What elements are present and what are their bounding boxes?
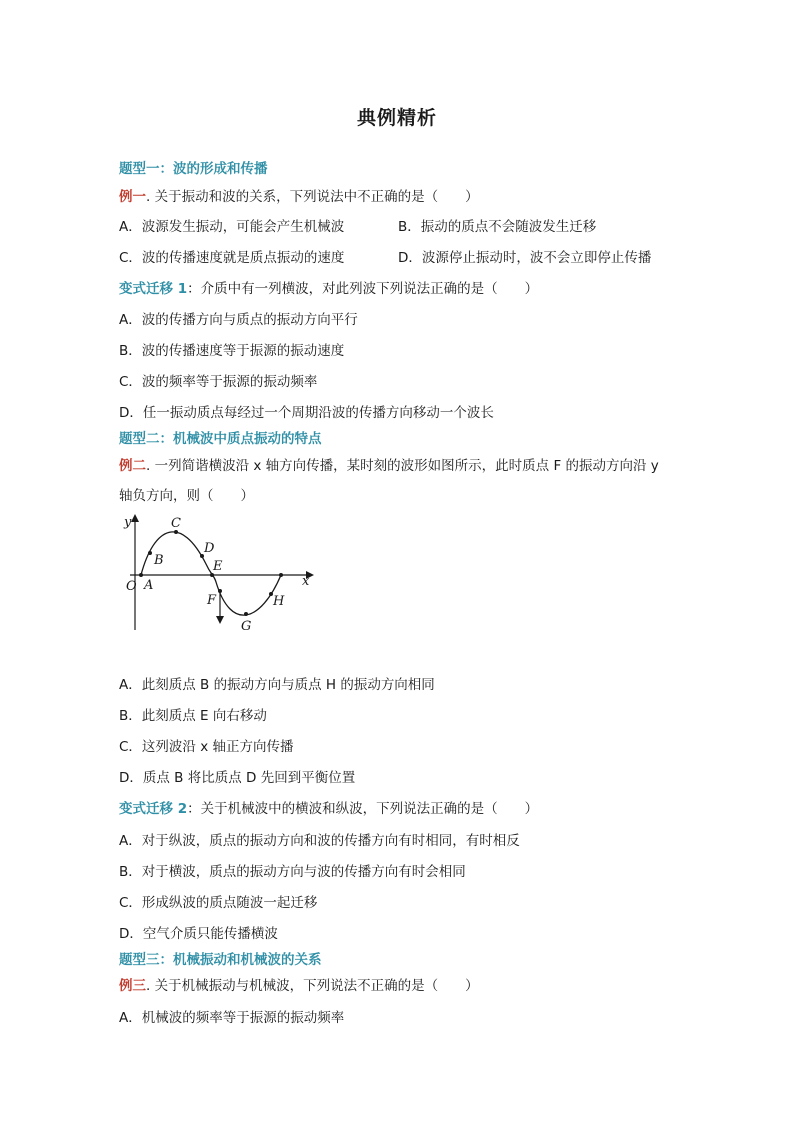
variant1-lead: 变式迁移 1: [119, 281, 188, 297]
wave-end-dot: [279, 573, 283, 577]
origin-label: O: [126, 579, 137, 594]
variant1-question: ：介质中有一列横波，对此列波下列说法正确的是（ ）: [187, 281, 539, 297]
variant2-question: ：关于机械波中的横波和纵波，下列说法正确的是（ ）: [187, 801, 539, 817]
example3-option-a: A．机械波的频率等于振源的振动频率: [119, 1010, 345, 1026]
variant2-option-c: C．形成纵波的质点随波一起迁移: [119, 895, 318, 911]
point-a-label: A: [144, 578, 154, 593]
example3-question: . 关于机械振动与机械波，下列说法不正确的是（ ）: [146, 978, 479, 994]
example1-stem: [119, 188, 479, 206]
page-title: 典例精析: [356, 107, 437, 129]
point-g-label: G: [241, 619, 252, 634]
example2-option-c: C．这列波沿 x 轴正方向传播: [119, 739, 294, 755]
variant2-lead: 变式迁移 2: [119, 801, 188, 817]
example2-stem-continued: 轴负方向，则（ ）: [119, 488, 254, 504]
example2-stem: [119, 457, 659, 475]
variant2-stem: [119, 800, 538, 818]
example1-lead: 例一: [119, 189, 146, 205]
example2-option-a: A．此刻质点 B 的振动方向与质点 H 的振动方向相同: [119, 677, 435, 693]
point-f-label: F: [207, 593, 217, 608]
point-f-dot: [218, 589, 222, 593]
point-d-label: D: [204, 541, 215, 556]
example1-option-d: D．波源停止振动时，波不会立即停止传播: [398, 250, 652, 266]
section-heading-type2: 题型二：机械波中质点振动的特点: [119, 431, 322, 447]
example1-question: . 关于振动和波的关系，下列说法中不正确的是（ ）: [146, 189, 479, 205]
variant2-option-a: A．对于纵波，质点的振动方向和波的传播方向有时相同，有时相反: [119, 833, 520, 849]
variant1-option-a: A．波的传播方向与质点的振动方向平行: [119, 312, 358, 328]
y-axis-label: y: [124, 515, 132, 530]
point-b-label: B: [154, 553, 164, 568]
example1-option-a: A．波源发生振动，可能会产生机械波: [119, 219, 345, 235]
variant1-option-b: B．波的传播速度等于振源的振动速度: [119, 343, 345, 359]
example1-options-row2: [119, 249, 679, 267]
x-axis-label: x: [302, 574, 310, 589]
example2-lead: 例二: [119, 458, 146, 474]
example2-option-d: D．质点 B 将比质点 D 先回到平衡位置: [119, 770, 356, 786]
variant2-option-b: B．对于横波，质点的振动方向与波的传播方向有时会相同: [119, 864, 466, 880]
point-g-dot: [244, 612, 248, 616]
example3-lead: 例三: [119, 978, 146, 994]
variant1-option-d: D．任一振动质点每经过一个周期沿波的传播方向移动一个波长: [119, 405, 494, 421]
section-heading-type3: 题型三：机械振动和机械波的关系: [119, 952, 322, 968]
section-heading-type1: 题型一：波的形成和传播: [119, 161, 268, 177]
example1-options-row1: [119, 218, 679, 236]
variant1-stem: [119, 280, 538, 298]
point-c-label: C: [171, 516, 181, 531]
example2-question: . 一列简谐横波沿 x 轴方向传播，某时刻的波形如图所示，此时质点 F 的振动方向沿 y: [146, 458, 659, 474]
wave-figure: [116, 512, 316, 637]
point-h-label: H: [273, 594, 285, 609]
variant2-option-d: D．空气介质只能传播横波: [119, 926, 278, 942]
point-e-label: E: [213, 559, 223, 574]
variant1-option-c: C．波的频率等于振源的振动频率: [119, 374, 318, 390]
point-b-dot: [148, 551, 152, 555]
example1-option-b: B．振动的质点不会随波发生迁移: [398, 219, 597, 235]
example1-option-c: C．波的传播速度就是质点振动的速度: [119, 250, 345, 266]
point-a-dot: [139, 573, 143, 577]
example2-option-b: B．此刻质点 E 向右移动: [119, 708, 267, 724]
example3-stem: [119, 977, 479, 995]
